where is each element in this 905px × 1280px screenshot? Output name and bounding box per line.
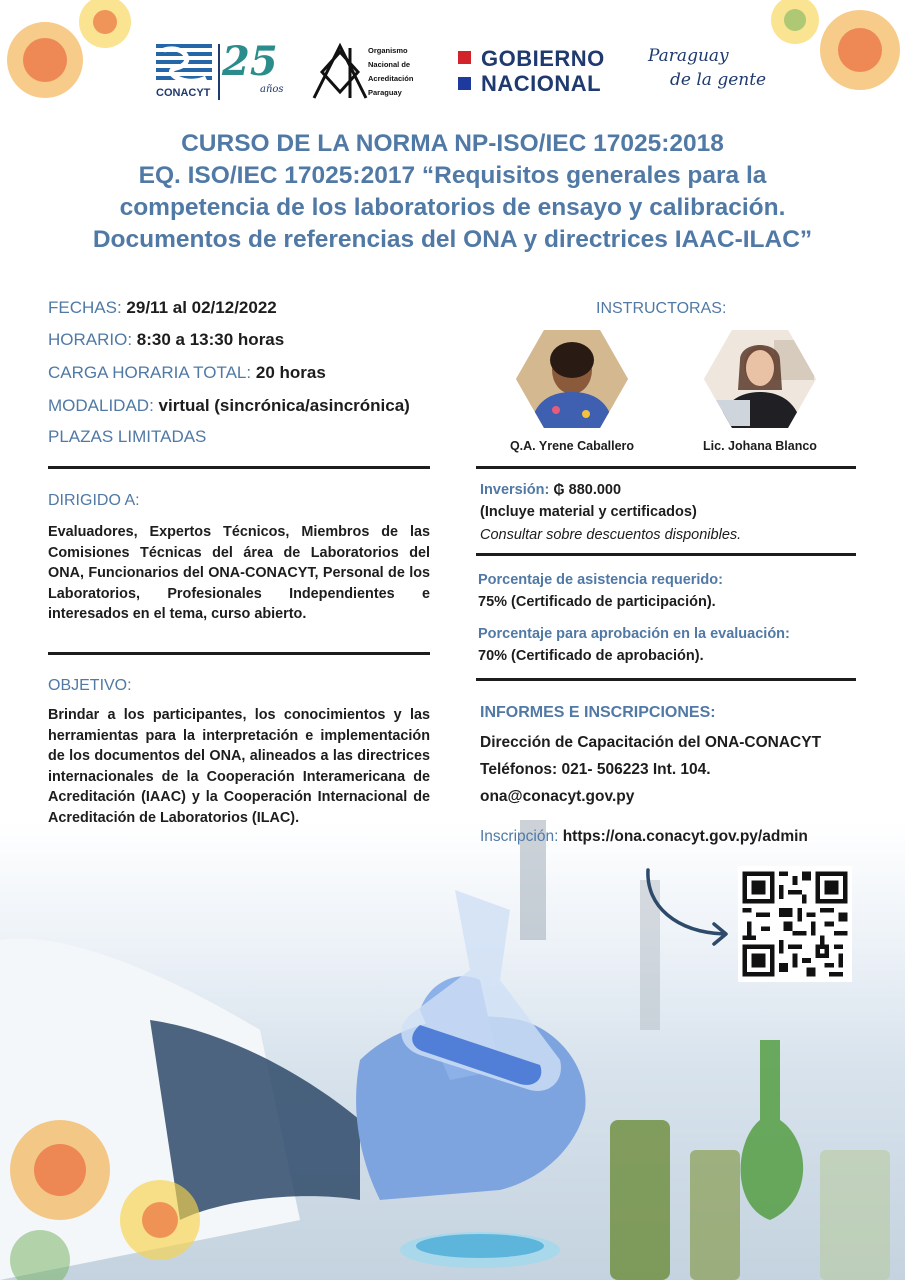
- divider-left-1: [48, 466, 430, 469]
- aprobacion-value: 70% (Certificado de aprobación).: [478, 648, 704, 664]
- ona-line: Paraguay: [368, 88, 402, 97]
- qr-code[interactable]: [738, 866, 852, 982]
- gob-line2: NACIONAL: [481, 71, 602, 96]
- informes-direccion: Dirección de Capacitación del ONA-CONACYT: [480, 734, 822, 751]
- ona-text-block: [368, 44, 413, 100]
- person-avatar-icon: [516, 330, 628, 428]
- course-title: [60, 128, 845, 256]
- modalidad-row: [48, 396, 410, 416]
- divider-right-1: [476, 466, 856, 469]
- horario-row: [48, 330, 284, 350]
- paraguay-line1: Paraguay: [648, 46, 729, 66]
- informes-telefonos: Teléfonos: 021- 506223 Int. 104.: [480, 761, 711, 778]
- divider-right-3: [476, 678, 856, 681]
- horario-value: 8:30 a 13:30 horas: [136, 330, 285, 349]
- divider-right-2: [476, 553, 856, 556]
- inscripcion-label: Inscripción:: [480, 828, 559, 845]
- title-line2: EQ. ISO/IEC 17025:2017 “Requisitos generales para la: [138, 162, 767, 189]
- aprobacion-label: Porcentaje para aprobación en la evaluación:: [478, 626, 790, 642]
- carga-row: [48, 363, 326, 383]
- inversion-value: ₲ 880.000: [553, 482, 622, 498]
- title-line3: competencia de los laboratorios de ensayo y calibración.: [119, 194, 786, 221]
- dirigido-text: Evaluadores, Expertos Técnicos, Miembros de las Comisiones Técnicas del área de Laboratorios del ONA, Funcionarios del ONA-CONACYT, Personal de los Laboratorios, Profesionales Independientes e interesados en el tema, curso abierto.: [48, 524, 430, 622]
- informes-email[interactable]: ona@conacyt.gov.py: [480, 788, 635, 805]
- conacyt-emblem-icon: [156, 44, 216, 88]
- inscripcion-row: [480, 828, 808, 846]
- fechas-row: [48, 298, 277, 318]
- nanduti-decoration-top-left: [0, 0, 140, 120]
- instructoras-heading: INSTRUCTORAS:: [596, 300, 727, 317]
- arrow-to-qr-icon: [636, 866, 736, 946]
- ona-line: Acreditación: [368, 74, 414, 83]
- inversion-includes: (Incluye material y certificados): [480, 504, 697, 520]
- inversion-row: [480, 482, 621, 498]
- carga-value: 20 horas: [255, 363, 326, 382]
- horario-label: HORARIO:: [48, 330, 133, 349]
- inscripcion-url[interactable]: https://ona.conacyt.gov.py/admin: [562, 828, 808, 845]
- blue-square-icon: [458, 77, 471, 90]
- modalidad-label: MODALIDAD:: [48, 396, 154, 415]
- asistencia-label: Porcentaje de asistencia requerido:: [478, 572, 723, 588]
- ona-emblem-icon: [310, 42, 372, 102]
- gob-line1: GOBIERNO: [481, 46, 605, 71]
- nanduti-decoration-bottom-left: [0, 1100, 230, 1280]
- paraguay-line2: de la gente: [670, 70, 767, 90]
- modalidad-value: virtual (sincrónica/asincrónica): [158, 396, 410, 415]
- gobierno-nacional-logo: [455, 46, 625, 96]
- instructor-photo-yrene: [516, 330, 628, 428]
- plazas-row: [48, 427, 206, 447]
- anniversary-word: años: [260, 84, 284, 95]
- divider-left-2: [48, 652, 430, 655]
- person-avatar-icon: [704, 330, 816, 428]
- title-line1: CURSO DE LA NORMA NP-ISO/IEC 17025:2018: [181, 130, 724, 157]
- instructor-photo-johana: [704, 330, 816, 428]
- plazas-limitadas: PLAZAS LIMITADAS: [48, 427, 207, 446]
- objetivo-text: Brindar a los participantes, los conocimientos y las herramientas para la interpretación e implementación de los documentos del ONA, alineados a las directrices internacionales de la Cooperación Interamericana de Acreditación (IAAC) y la Cooperación Internacional de Acreditación de Laboratorios (ILAC).: [48, 707, 430, 826]
- conacyt-text: CONACYT: [156, 87, 211, 99]
- gobierno-nacional-text: [481, 46, 605, 96]
- carga-label: CARGA HORARIA TOTAL:: [48, 363, 252, 382]
- ona-line: Nacional de: [368, 60, 411, 69]
- conacyt-logo: [156, 38, 284, 102]
- informes-heading: INFORMES E INSCRIPCIONES:: [480, 704, 716, 721]
- anniversary-number: 25: [222, 38, 278, 85]
- ona-logo: [310, 42, 438, 102]
- red-square-icon: [458, 51, 471, 64]
- instructor-name-johana: Lic. Johana Blanco: [703, 439, 817, 453]
- nanduti-decoration-top-right: [765, 0, 905, 120]
- instructor-name-yrene: Q.A. Yrene Caballero: [509, 439, 635, 453]
- objetivo-heading: OBJETIVO:: [48, 677, 132, 694]
- fechas-value: 29/11 al 02/12/2022: [126, 298, 277, 317]
- fechas-label: FECHAS:: [48, 298, 122, 317]
- title-line4: Documentos de referencias del ONA y directrices IAAC-ILAC”: [92, 226, 813, 253]
- ona-line: Organismo: [368, 46, 408, 55]
- dirigido-heading: DIRIGIDO A:: [48, 492, 140, 509]
- qr-code-icon: [738, 866, 852, 982]
- inversion-label: Inversión:: [480, 482, 550, 498]
- asistencia-value: 75% (Certificado de participación).: [478, 594, 716, 610]
- paraguay-de-la-gente-logo: [648, 44, 768, 94]
- inversion-note: Consultar sobre descuentos disponibles.: [480, 527, 742, 543]
- logo-divider: [218, 44, 220, 100]
